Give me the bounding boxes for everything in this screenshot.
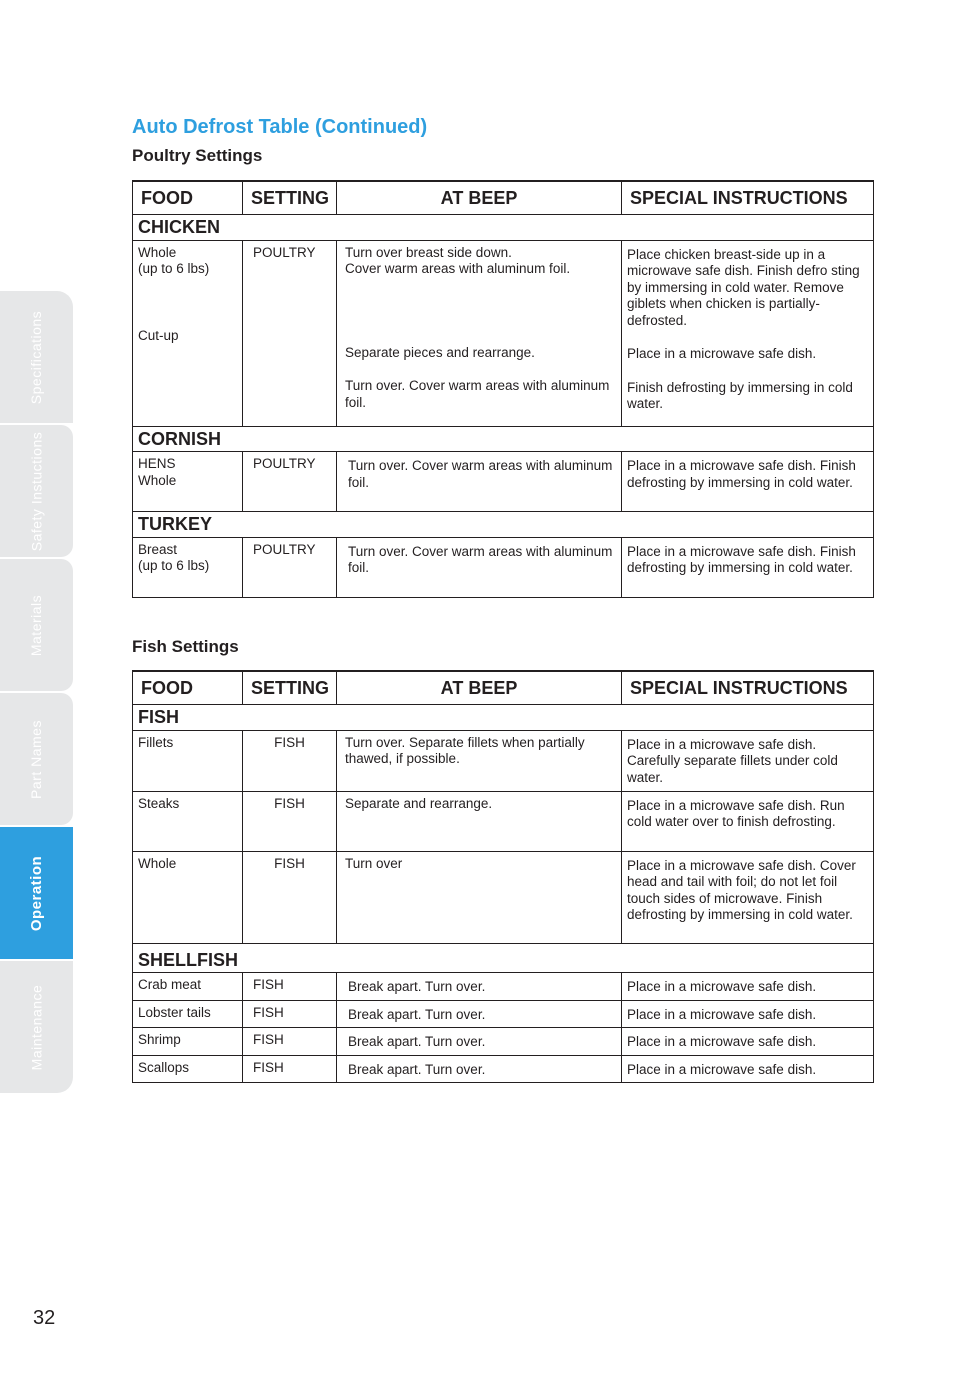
- food-cell: Whole (up to 6 lbs): [138, 244, 210, 276]
- col-food-header: FOOD: [133, 181, 243, 215]
- at-beep-cell: Turn over breast side down. Cover warm areas with aluminum foil.: [345, 244, 571, 276]
- table-row: [133, 1055, 874, 1083]
- side-tab-label: Safety Instuctions: [28, 431, 45, 551]
- category-cornish: CORNISH: [133, 426, 874, 452]
- food-cell: Whole: [133, 851, 243, 943]
- food-cell: Cut-up: [138, 327, 179, 343]
- at-beep-cell: Turn over: [337, 851, 622, 943]
- special-cell: Finish defrosting by immersing in cold water.: [627, 379, 853, 411]
- side-tab-safety-instructions[interactable]: [0, 425, 73, 557]
- special-cell: Place in a microwave safe dish.: [627, 346, 817, 361]
- food-cell: HENS Whole: [133, 452, 243, 512]
- table-row: [133, 452, 874, 512]
- category-fish: FISH: [133, 705, 874, 731]
- at-beep-cell: Turn over. Cover warm areas with aluminum foil.: [345, 378, 610, 410]
- special-cell: Place in a microwave safe dish. Finish defrosting by immersing in cold water.: [622, 452, 874, 512]
- special-cell: Place in a microwave safe dish. Carefully separate fillets under cold water.: [622, 730, 874, 791]
- at-beep-cell: Break apart. Turn over.: [337, 973, 622, 1001]
- table-row: [133, 851, 874, 943]
- col-setting-header: SETTING: [243, 181, 337, 215]
- category-chicken: CHICKEN: [133, 215, 874, 241]
- col-setting-header: SETTING: [243, 671, 337, 705]
- special-cell: Place in a microwave safe dish. Run cold water over to finish defrosting.: [622, 791, 874, 851]
- side-tab-label: Specifications: [28, 310, 45, 404]
- col-special-header: SPECIAL INSTRUCTIONS: [622, 181, 874, 215]
- at-beep-cell: Break apart. Turn over.: [337, 1000, 622, 1028]
- special-cell: Place in a microwave safe dish.: [622, 1028, 874, 1056]
- special-cell: Place in a microwave safe dish.: [622, 973, 874, 1001]
- special-cell: Place chicken breast-side up in a microwave safe dish. Finish defro sting by immersing in cold water. Remove giblets when chicken is partially-defrosted.: [627, 246, 860, 328]
- table-row: [133, 1028, 874, 1056]
- setting-cell: POULTRY: [243, 537, 337, 597]
- category-turkey: TURKEY: [133, 512, 874, 538]
- side-tab-label: Maintenance: [28, 984, 45, 1070]
- table-row: [133, 1000, 874, 1028]
- side-tab-part-names[interactable]: [0, 693, 73, 825]
- setting-cell: FISH: [243, 851, 337, 943]
- setting-cell: FISH: [243, 791, 337, 851]
- fish-table: [132, 670, 874, 1083]
- at-beep-cell: Turn over. Cover warm areas with aluminum foil.: [337, 452, 622, 512]
- fish-settings-heading: Fish Settings: [132, 637, 239, 656]
- food-cell: Scallops: [133, 1055, 243, 1083]
- side-tab-maintenance[interactable]: [0, 961, 73, 1093]
- col-special-header: SPECIAL INSTRUCTIONS: [622, 671, 874, 705]
- setting-cell: FISH: [243, 1000, 337, 1028]
- food-cell: Lobster tails: [133, 1000, 243, 1028]
- at-beep-cell: Break apart. Turn over.: [337, 1055, 622, 1083]
- side-tab-materials[interactable]: [0, 559, 73, 691]
- table-row: [133, 240, 874, 426]
- special-cell: Place in a microwave safe dish.: [622, 1000, 874, 1028]
- side-tab-label: Operation: [28, 855, 45, 931]
- food-cell: Fillets: [133, 730, 243, 791]
- side-tab-label: Part Names: [28, 719, 45, 799]
- food-cell: Steaks: [133, 791, 243, 851]
- side-tab-specifications[interactable]: [0, 291, 73, 423]
- setting-cell: FISH: [243, 1028, 337, 1056]
- side-tabs: [0, 291, 73, 1095]
- setting-cell: POULTRY: [243, 240, 337, 426]
- setting-cell: FISH: [243, 973, 337, 1001]
- poultry-table: [132, 180, 874, 598]
- at-beep-cell: Break apart. Turn over.: [337, 1028, 622, 1056]
- table-row: [133, 730, 874, 791]
- at-beep-cell: Separate pieces and rearrange.: [345, 344, 535, 360]
- table-row: [133, 791, 874, 851]
- poultry-settings-heading: Poultry Settings: [132, 146, 263, 165]
- at-beep-cell: Turn over. Cover warm areas with aluminum foil.: [337, 537, 622, 597]
- table-row: [133, 973, 874, 1001]
- setting-cell: FISH: [243, 1055, 337, 1083]
- food-cell: Breast (up to 6 lbs): [133, 537, 243, 597]
- special-cell: Place in a microwave safe dish. Finish defrosting by immersing in cold water.: [622, 537, 874, 597]
- side-tab-operation[interactable]: [0, 827, 73, 959]
- at-beep-cell: Turn over. Separate fillets when partially thawed, if possible.: [337, 730, 622, 791]
- table-row: [133, 537, 874, 597]
- setting-cell: FISH: [243, 730, 337, 791]
- category-shellfish: SHELLFISH: [133, 943, 874, 973]
- special-cell: Place in a microwave safe dish. Cover head and tail with foil; do not let foil touch sides of microwave. Finish defrosting by immersing in cold water.: [622, 851, 874, 943]
- page-title: Auto Defrost Table (Continued): [132, 116, 428, 138]
- food-cell: Crab meat: [133, 973, 243, 1001]
- col-at-beep-header: AT BEEP: [337, 181, 622, 215]
- setting-cell: POULTRY: [243, 452, 337, 512]
- side-tab-label: Materials: [27, 594, 44, 656]
- col-food-header: FOOD: [133, 671, 243, 705]
- at-beep-cell: Separate and rearrange.: [337, 791, 622, 851]
- special-cell: Place in a microwave safe dish.: [622, 1055, 874, 1083]
- food-cell: Shrimp: [133, 1028, 243, 1056]
- page-number: 32: [33, 1307, 56, 1329]
- col-at-beep-header: AT BEEP: [337, 671, 622, 705]
